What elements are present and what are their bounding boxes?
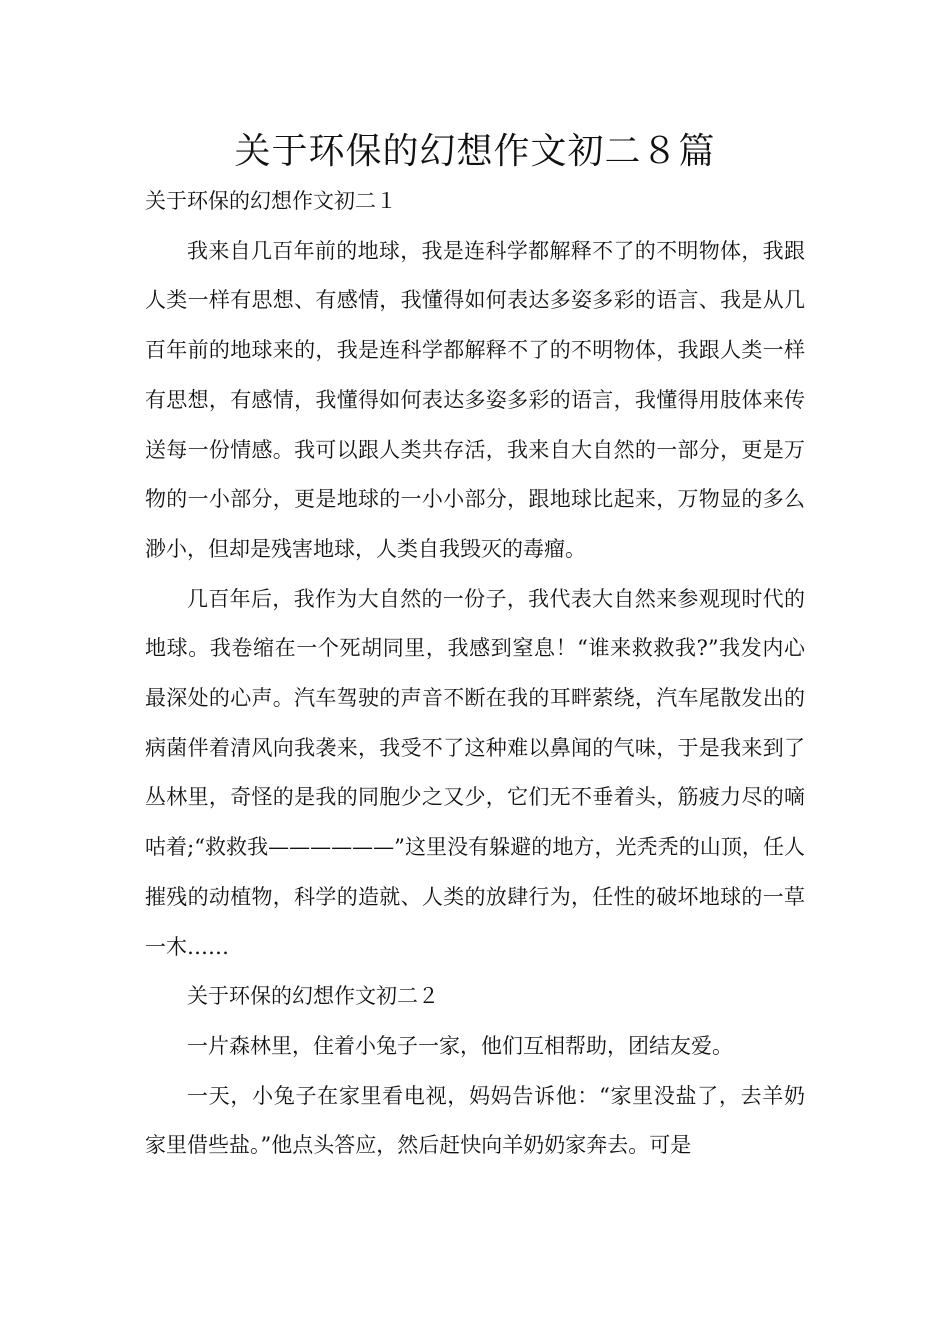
section-heading-2: 关于环保的幻想作文初二２ [187, 984, 439, 1009]
paragraph-1-2: 几百年后，我作为大自然的一份子，我代表大自然来参观现时代的地球。我卷缩在一个死胡同里，我感到窒息！“谁来救救我?”我发内心最深处的心声。汽车驾驶的声音不断在我的耳畔萦绕，汽车尾散发出的病菌伴着清风向我袭来，我受不了这种难以鼻闻的气味，于是我来到了丛林里，奇怪的是我的同胞少之又少，它们无不垂着头，筋疲力尽的嘀咕着;“救救我——————”这里没有躲避的地方，光秃秃的山顶，任人摧残的动植物，科学的造就、人类的放肆行为，任性的破坏地球的一草一木…… [145, 586, 805, 959]
paragraph-2-1: 一片森林里，住着小兔子一家，他们互相帮助，团结友爱。 [187, 1033, 733, 1058]
document-body [145, 177, 805, 1171]
document-title: 关于环保的幻想作文初二８篇 [234, 131, 716, 172]
paragraph-2-2: 一天，小兔子在家里看电视，妈妈告诉他：“家里没盐了，去羊奶家里借些盐。”他点头答应，然后赶快向羊奶奶家奔去。可是 [145, 1083, 805, 1158]
section-heading-1: 关于环保的幻想作文初二１ [145, 189, 397, 213]
paragraph-1-1: 我来自几百年前的地球，我是连科学都解释不了的不明物体，我跟人类一样有思想、有感情，我懂得如何表达多姿多彩的语言、我是从几百年前的地球来的，我是连科学都解释不了的不明物体，我跟人类一样有思想，有感情，我懂得如何表达多姿多彩的语言，我懂得用肢体来传送每一份情感。我可以跟人类共存活，我来自大自然的一部分，更是万物的一小部分，更是地球的一小小部分，跟地球比起来，万物显的多么渺小，但却是残害地球，人类自我毁灭的毒瘤。 [145, 238, 805, 561]
